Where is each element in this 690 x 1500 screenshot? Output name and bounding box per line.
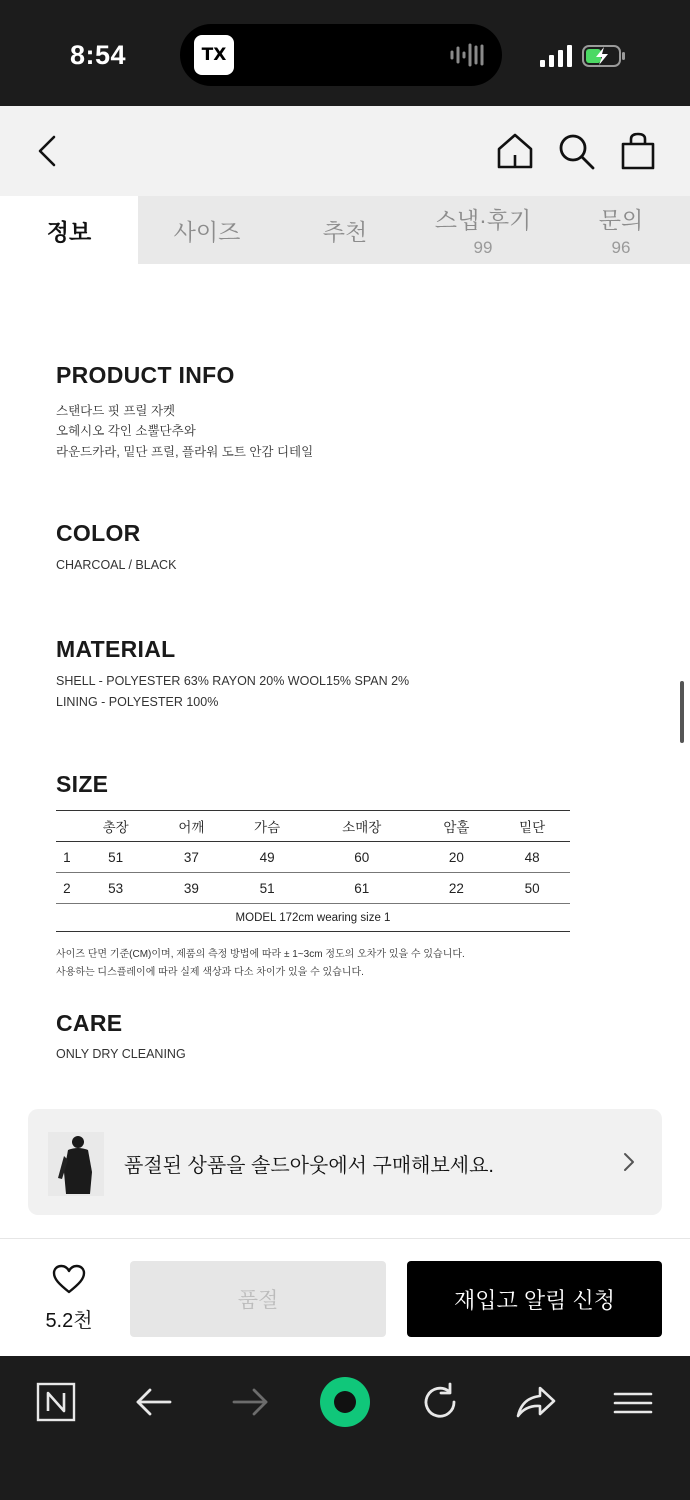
tab-count: 96 xyxy=(611,238,631,257)
like-button[interactable] xyxy=(38,1263,100,1333)
tab-inquiry[interactable] xyxy=(552,196,690,264)
table-row xyxy=(56,873,570,904)
size-header-cell: 총장 xyxy=(102,820,129,835)
size-cell: 51 xyxy=(259,880,275,896)
status-time: 8:54 xyxy=(70,40,127,70)
product-info-line: 라운드카라, 밑단 프릴, 플라워 도트 안감 디테일 xyxy=(56,445,314,459)
tab-snap-review[interactable] xyxy=(414,196,552,264)
size-cell: 20 xyxy=(448,849,464,865)
menu-icon[interactable] xyxy=(607,1376,659,1428)
size-cell: 60 xyxy=(354,849,370,865)
size-header-cell: 소매장 xyxy=(342,820,382,835)
size-cell: 51 xyxy=(108,849,124,865)
size-note: 사이즈 단면 기준(CM)이며, 제품의 측정 방법에 따라 ± 1~3cm 정도의 오차가 있을 수 있습니다. xyxy=(56,949,465,960)
size-cell: 53 xyxy=(108,880,124,896)
tab-label: 추천 xyxy=(322,218,368,245)
app-logo-icon: TX xyxy=(194,35,234,75)
tab-size[interactable] xyxy=(138,196,276,264)
dynamic-island xyxy=(180,24,502,86)
size-cell: 39 xyxy=(183,880,199,896)
like-count: 5.2천 xyxy=(45,1310,93,1332)
color-value: CHARCOAL / BLACK xyxy=(56,558,177,572)
scrollbar-thumb[interactable] xyxy=(680,681,684,743)
size-cell: 61 xyxy=(354,880,370,896)
green-dot-icon[interactable] xyxy=(319,1376,371,1428)
restock-alert-button[interactable]: 재입고 알림 신청 xyxy=(407,1261,662,1337)
care-value: ONLY DRY CLEANING xyxy=(56,1047,186,1061)
model-note: MODEL 172cm wearing size 1 xyxy=(235,911,391,924)
tab-label: 정보 xyxy=(46,218,92,245)
size-header-cell: 암홀 xyxy=(443,820,470,835)
shopping-bag-icon[interactable] xyxy=(618,131,658,171)
size-cell: 22 xyxy=(448,880,464,896)
section-title-care: CARE xyxy=(56,1010,123,1036)
share-icon[interactable] xyxy=(510,1376,562,1428)
product-info-line: 스탠다드 핏 프릴 자켓 xyxy=(56,404,176,418)
purchase-action-bar xyxy=(0,1238,690,1356)
material-line: LINING - POLYESTER 100% xyxy=(56,695,219,709)
chevron-right-icon xyxy=(622,1151,636,1173)
battery-charging-icon xyxy=(582,44,626,68)
reload-icon[interactable] xyxy=(414,1376,466,1428)
banner-message: 품절된 상품을 솔드아웃에서 구매해보세요. xyxy=(124,1155,494,1177)
model-photo-icon xyxy=(48,1132,104,1196)
browser-toolbar xyxy=(0,1356,690,1500)
material-line: SHELL - POLYESTER 63% RAYON 20% WOOL15% SPAN 2% xyxy=(56,674,410,688)
tab-recommend[interactable] xyxy=(276,196,414,264)
product-tabs xyxy=(0,196,690,264)
soldout-button[interactable]: 품절 xyxy=(130,1261,386,1337)
back-arrow-icon[interactable] xyxy=(128,1376,180,1428)
soldout-promo-banner[interactable] xyxy=(28,1109,662,1215)
size-header-cell: 어깨 xyxy=(178,820,205,835)
product-info-line: 오헤시오 각인 소뿔단추와 xyxy=(56,424,196,438)
heart-icon xyxy=(51,1263,87,1295)
size-cell: 49 xyxy=(259,849,275,865)
size-note: 사용하는 디스플레이에 따라 실제 색상과 다소 차이가 있을 수 있습니다. xyxy=(56,967,364,978)
size-cell: 2 xyxy=(63,880,71,896)
forward-arrow-icon[interactable] xyxy=(224,1376,276,1428)
size-table xyxy=(56,810,570,932)
size-header-cell xyxy=(56,811,78,842)
size-header-cell: 밑단 xyxy=(519,820,546,835)
product-thumbnail xyxy=(48,1132,104,1196)
home-icon[interactable] xyxy=(495,131,535,171)
back-chevron-icon[interactable] xyxy=(28,131,68,171)
size-cell: 48 xyxy=(524,849,540,865)
status-bar xyxy=(0,0,690,106)
size-table-header-row xyxy=(56,811,570,842)
tab-count: 99 xyxy=(473,238,493,257)
size-cell: 1 xyxy=(63,849,71,865)
size-header-cell: 가슴 xyxy=(254,820,281,835)
tab-info[interactable] xyxy=(0,196,138,264)
section-title-material: MATERIAL xyxy=(56,636,176,662)
cellular-signal-icon xyxy=(540,45,572,67)
model-note-row xyxy=(56,904,570,932)
size-cell: 50 xyxy=(524,880,540,896)
tab-label: 문의 xyxy=(598,207,644,233)
audio-wave-icon xyxy=(450,43,486,67)
section-title-size: SIZE xyxy=(56,771,109,797)
naver-n-icon[interactable] xyxy=(30,1376,82,1428)
size-cell: 37 xyxy=(183,849,199,865)
tab-label: 스냅·후기 xyxy=(434,207,532,233)
table-row xyxy=(56,842,570,873)
tab-label: 사이즈 xyxy=(173,218,241,245)
top-navigation xyxy=(0,106,690,196)
section-title-product-info: PRODUCT INFO xyxy=(56,362,235,388)
section-title-color: COLOR xyxy=(56,520,141,546)
search-icon[interactable] xyxy=(556,131,596,171)
